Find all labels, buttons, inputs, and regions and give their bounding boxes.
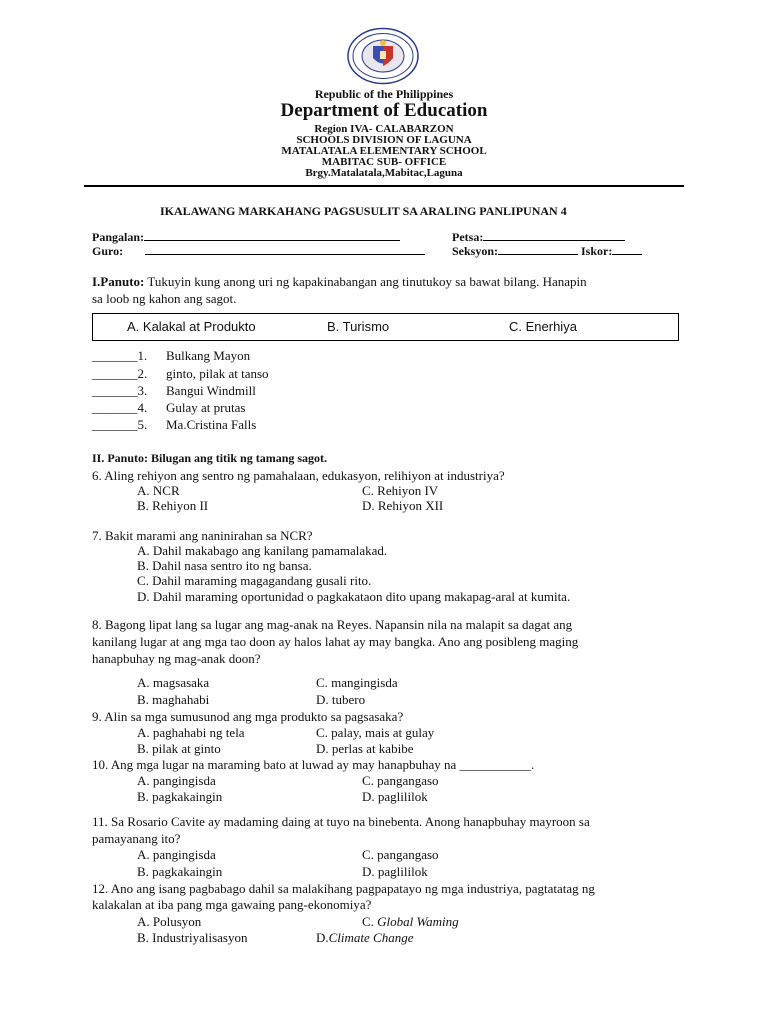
guro-field[interactable] bbox=[92, 243, 425, 259]
item-number: _______3. bbox=[92, 383, 148, 398]
q8-option-c[interactable]: C. mangingisda bbox=[316, 675, 398, 690]
q8-option-d[interactable]: D. tubero bbox=[316, 692, 366, 707]
q7-option-a[interactable]: A. Dahil makabago ang kanilang pamamalakad. bbox=[137, 543, 388, 558]
q9-option-c[interactable]: C. palay, mais at gulay bbox=[316, 725, 435, 740]
exam-title: IKALAWANG MARKAHANG PAGSUSULIT SA ARALING PANLIPUNAN 4 bbox=[160, 204, 567, 218]
deped-seal-icon bbox=[346, 27, 420, 85]
item-number: _______4. bbox=[92, 400, 148, 415]
guro-label: Guro: bbox=[92, 244, 124, 258]
part2-heading: II. Panuto: Bilugan ang titik ng tamang sagot. bbox=[92, 451, 328, 465]
list-item bbox=[92, 348, 251, 364]
item-number: _______2. bbox=[92, 366, 148, 381]
q11-option-a[interactable]: A. pangingisda bbox=[137, 847, 216, 862]
item-text: Gulay at prutas bbox=[166, 400, 246, 415]
item-number: _______1. bbox=[92, 348, 148, 363]
question-10: 10. Ang mga lugar na maraming bato at luwad ay may hanapbuhay na ___________. bbox=[92, 757, 535, 772]
question-8-line1: 8. Bagong lipat lang sa lugar ang mag-anak na Reyes. Napansin nila na malapit sa dagat ang bbox=[92, 617, 573, 632]
list-item bbox=[92, 400, 246, 416]
q9-option-d[interactable]: D. perlas at kabibe bbox=[316, 741, 414, 756]
q6-option-d[interactable]: D. Rehiyon XII bbox=[362, 498, 444, 513]
item-text: ginto, pilak at tanso bbox=[166, 366, 269, 381]
list-item bbox=[92, 366, 269, 382]
question-12-line1: 12. Ano ang isang pagbabago dahil sa malakihang pagpapatayo ng mga industriya, pagtatatag ng bbox=[92, 881, 595, 896]
list-item bbox=[92, 417, 257, 433]
q12-option-d-prefix: D. bbox=[316, 930, 329, 945]
question-12-line2: kalakalan at iba pang mga gawaing pang-ekonomiya? bbox=[92, 897, 372, 912]
list-item bbox=[92, 383, 256, 399]
petsa-line[interactable] bbox=[483, 229, 625, 241]
q10-option-a[interactable]: A. pangingisda bbox=[137, 773, 216, 788]
choice-box bbox=[92, 313, 679, 341]
q6-option-a[interactable]: A. NCR bbox=[137, 483, 180, 498]
q12-option-a[interactable]: A. Polusyon bbox=[137, 914, 202, 929]
department-title: Department of Education bbox=[280, 100, 488, 121]
seksyon-line[interactable] bbox=[498, 243, 578, 255]
republic-label: Republic of the Philippines bbox=[314, 87, 454, 101]
question-6: 6. Aling rehiyon ang sentro ng pamahalaan, edukasyon, relihiyon at industriya? bbox=[92, 468, 505, 483]
office-label: MABITAC SUB- OFFICE bbox=[321, 156, 447, 168]
pangalan-line[interactable] bbox=[144, 229, 400, 241]
question-7: 7. Bakit marami ang naninirahan sa NCR? bbox=[92, 528, 313, 543]
part1-instruction-line1: Tukuyin kung anong uri ng kapakinabangan ang tinutukoy sa bawat bilang. Hanapin bbox=[144, 274, 587, 289]
part1-instruction bbox=[92, 274, 587, 290]
q9-option-a[interactable]: A. paghahabi ng tela bbox=[137, 725, 245, 740]
q12-option-c-text: Global Waming bbox=[377, 914, 459, 929]
pangalan-label: Pangalan: bbox=[92, 230, 145, 244]
q11-option-d[interactable]: D. paglililok bbox=[362, 864, 428, 879]
q11-option-c[interactable]: C. pangangaso bbox=[362, 847, 439, 862]
q7-option-c[interactable]: C. Dahil maraming magagandang gusali rito. bbox=[137, 573, 372, 588]
choice-b: B. Turismo bbox=[327, 319, 390, 334]
q7-option-b[interactable]: B. Dahil nasa sentro ito ng bansa. bbox=[137, 558, 312, 573]
seksyon-field[interactable] bbox=[452, 243, 642, 259]
school-label: MATALATALA ELEMENTARY SCHOOL bbox=[281, 145, 487, 157]
choice-a: A. Kalakal at Produkto bbox=[127, 319, 256, 334]
q6-option-b[interactable]: B. Rehiyon II bbox=[137, 498, 209, 513]
q8-option-b[interactable]: B. maghahabi bbox=[137, 692, 210, 707]
region-label: Region IVA- CALABARZON bbox=[314, 123, 454, 135]
guro-line[interactable] bbox=[145, 243, 425, 255]
division-label: SCHOOLS DIVISION OF LAGUNA bbox=[296, 134, 472, 146]
q10-option-b[interactable]: B. pagkakaingin bbox=[137, 789, 223, 804]
item-number: _______5. bbox=[92, 417, 148, 432]
item-text: Bangui Windmill bbox=[166, 383, 256, 398]
item-text: Bulkang Mayon bbox=[166, 348, 251, 363]
question-9: 9. Alin sa mga sumusunod ang mga produkto sa pagsasaka? bbox=[92, 709, 404, 724]
question-11-line2: pamayanang ito? bbox=[92, 831, 181, 846]
deped-seal bbox=[346, 27, 420, 85]
seksyon-label: Seksyon: bbox=[452, 244, 499, 258]
q9-option-b[interactable]: B. pilak at ginto bbox=[137, 741, 221, 756]
petsa-label: Petsa: bbox=[452, 230, 484, 244]
part1-instruction-line2: sa loob ng kahon ang sagot. bbox=[92, 291, 237, 306]
q12-option-c[interactable] bbox=[362, 914, 459, 930]
question-8-line3: hanapbuhay ng mag-anak doon? bbox=[92, 651, 261, 666]
q12-option-d-text: Climate Change bbox=[328, 930, 414, 945]
address-label: Brgy.Matalatala,Mabitac,Laguna bbox=[305, 167, 463, 179]
item-text: Ma.Cristina Falls bbox=[166, 417, 257, 432]
question-8-line2: kanilang lugar at ang mga tao doon ay halos lahat ay may bangka. Ano ang posibleng maging bbox=[92, 634, 579, 649]
q8-option-a[interactable]: A. magsasaka bbox=[137, 675, 210, 690]
iskor-line[interactable] bbox=[612, 243, 642, 255]
q6-option-c[interactable]: C. Rehiyon IV bbox=[362, 483, 439, 498]
q10-option-d[interactable]: D. paglililok bbox=[362, 789, 428, 804]
q12-option-c-prefix: C. bbox=[362, 914, 378, 929]
q11-option-b[interactable]: B. pagkakaingin bbox=[137, 864, 223, 879]
choice-c: C. Enerhiya bbox=[509, 319, 577, 334]
q7-option-d[interactable]: D. Dahil maraming oportunidad o pagkakataon dito upang makapag-aral at kumita. bbox=[137, 589, 571, 604]
q10-option-c[interactable]: C. pangangaso bbox=[362, 773, 439, 788]
q12-option-d[interactable] bbox=[316, 930, 414, 946]
q12-option-b[interactable]: B. Industriyalisasyon bbox=[137, 930, 248, 945]
question-11-line1: 11. Sa Rosario Cavite ay madaming daing at tuyo na binebenta. Anong hanapbuhay mayroon sa bbox=[92, 814, 590, 829]
header-divider bbox=[84, 185, 684, 187]
iskor-label: Iskor: bbox=[581, 244, 613, 258]
part1-label: I.Panuto: bbox=[92, 274, 145, 289]
